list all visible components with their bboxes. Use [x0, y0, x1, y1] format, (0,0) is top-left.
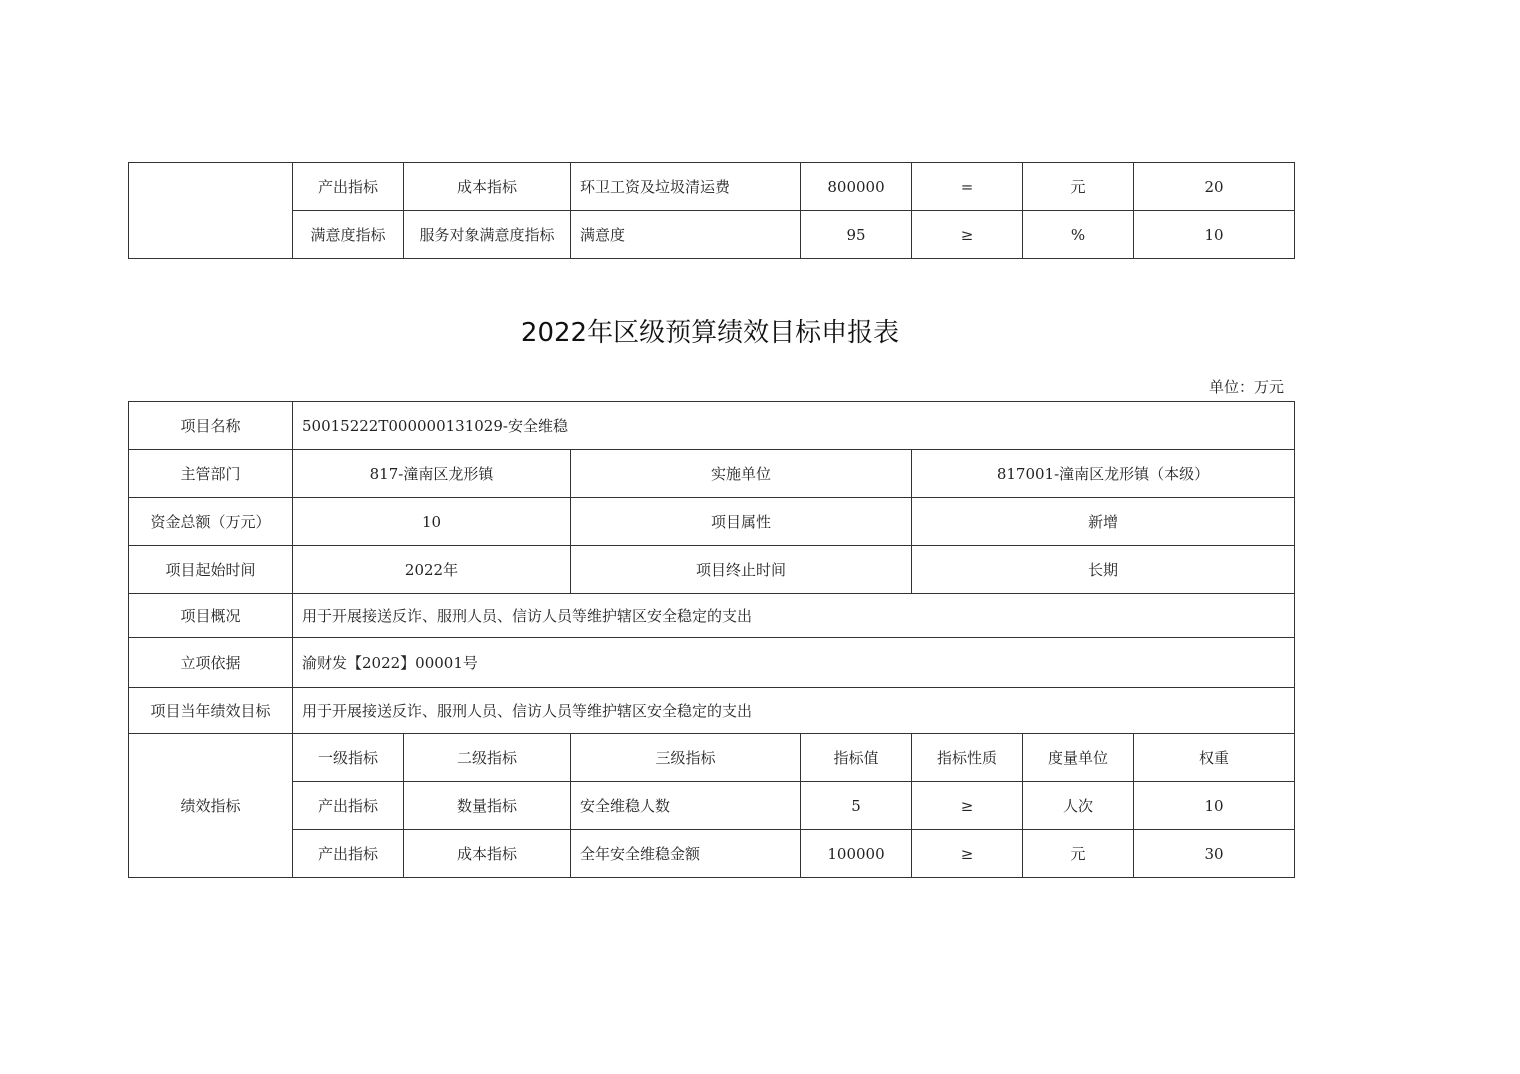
project-name-label: 项目名称: [129, 402, 293, 450]
prev-indicators-table: [128, 162, 1295, 259]
value-cell: 800000: [801, 163, 912, 211]
header-level3: 三级指标: [571, 734, 801, 782]
level3-cell: 环卫工资及垃圾清运费: [571, 163, 801, 211]
nature-cell: ≥: [912, 830, 1023, 878]
goal-label: 项目当年绩效目标: [129, 688, 293, 734]
table-row: [129, 688, 1295, 734]
header-level2: 二级指标: [404, 734, 571, 782]
table-row: [129, 546, 1295, 594]
basis-value: 渝财发【2022】00001号: [293, 638, 1295, 688]
value-cell: 100000: [801, 830, 912, 878]
unit-cell: 元: [1023, 163, 1134, 211]
table-row: [129, 402, 1295, 450]
basis-label: 立项依据: [129, 638, 293, 688]
level1-cell: 产出指标: [293, 830, 404, 878]
header-unit: 度量单位: [1023, 734, 1134, 782]
header-weight: 权重: [1134, 734, 1295, 782]
level1-cell: 产出指标: [293, 782, 404, 830]
table-row: [129, 594, 1295, 638]
table-row: [129, 830, 1295, 878]
overview-label: 项目概况: [129, 594, 293, 638]
overview-value: 用于开展接送反诈、服刑人员、信访人员等维护辖区安全稳定的支出: [293, 594, 1295, 638]
header-value: 指标值: [801, 734, 912, 782]
dept-label: 主管部门: [129, 450, 293, 498]
unit-cell: 元: [1023, 830, 1134, 878]
impl-label: 实施单位: [571, 450, 912, 498]
level1-cell: 满意度指标: [293, 211, 404, 259]
budget-form-table: [128, 401, 1295, 878]
header-level1: 一级指标: [293, 734, 404, 782]
table-row: [129, 450, 1295, 498]
weight-cell: 30: [1134, 830, 1295, 878]
unit-cell: %: [1023, 211, 1134, 259]
level3-cell: 满意度: [571, 211, 801, 259]
end-label: 项目终止时间: [571, 546, 912, 594]
indicators-label: 绩效指标: [129, 734, 293, 878]
value-cell: 95: [801, 211, 912, 259]
weight-cell: 20: [1134, 163, 1295, 211]
goal-value: 用于开展接送反诈、服刑人员、信访人员等维护辖区安全稳定的支出: [293, 688, 1295, 734]
table-row: [129, 163, 1295, 211]
table-row: [129, 211, 1295, 259]
funds-label: 资金总额（万元）: [129, 498, 293, 546]
table-row: [129, 782, 1295, 830]
end-value: 长期: [912, 546, 1295, 594]
empty-label-cell: [129, 163, 293, 259]
level2-cell: 数量指标: [404, 782, 571, 830]
level1-cell: 产出指标: [293, 163, 404, 211]
weight-cell: 10: [1134, 211, 1295, 259]
unit-cell: 人次: [1023, 782, 1134, 830]
value-cell: 5: [801, 782, 912, 830]
project-name-value: 50015222T000000131029-安全维稳: [293, 402, 1295, 450]
level2-cell: 服务对象满意度指标: [404, 211, 571, 259]
dept-value: 817-潼南区龙形镇: [293, 450, 571, 498]
start-label: 项目起始时间: [129, 546, 293, 594]
table-row: [129, 638, 1295, 688]
level2-cell: 成本指标: [404, 163, 571, 211]
table-row: [129, 734, 1295, 782]
start-value: 2022年: [293, 546, 571, 594]
nature-cell: ≥: [912, 782, 1023, 830]
weight-cell: 10: [1134, 782, 1295, 830]
funds-value: 10: [293, 498, 571, 546]
table-row: [129, 498, 1295, 546]
attr-value: 新增: [912, 498, 1295, 546]
level2-cell: 成本指标: [404, 830, 571, 878]
level3-cell: 安全维稳人数: [571, 782, 801, 830]
level3-cell: 全年安全维稳金额: [571, 830, 801, 878]
nature-cell: =: [912, 163, 1023, 211]
header-nature: 指标性质: [912, 734, 1023, 782]
nature-cell: ≥: [912, 211, 1023, 259]
page-title: 2022年区级预算绩效目标申报表: [520, 318, 900, 348]
attr-label: 项目属性: [571, 498, 912, 546]
impl-value: 817001-潼南区龙形镇（本级）: [912, 450, 1295, 498]
unit-note: 单位：万元: [1208, 378, 1284, 396]
